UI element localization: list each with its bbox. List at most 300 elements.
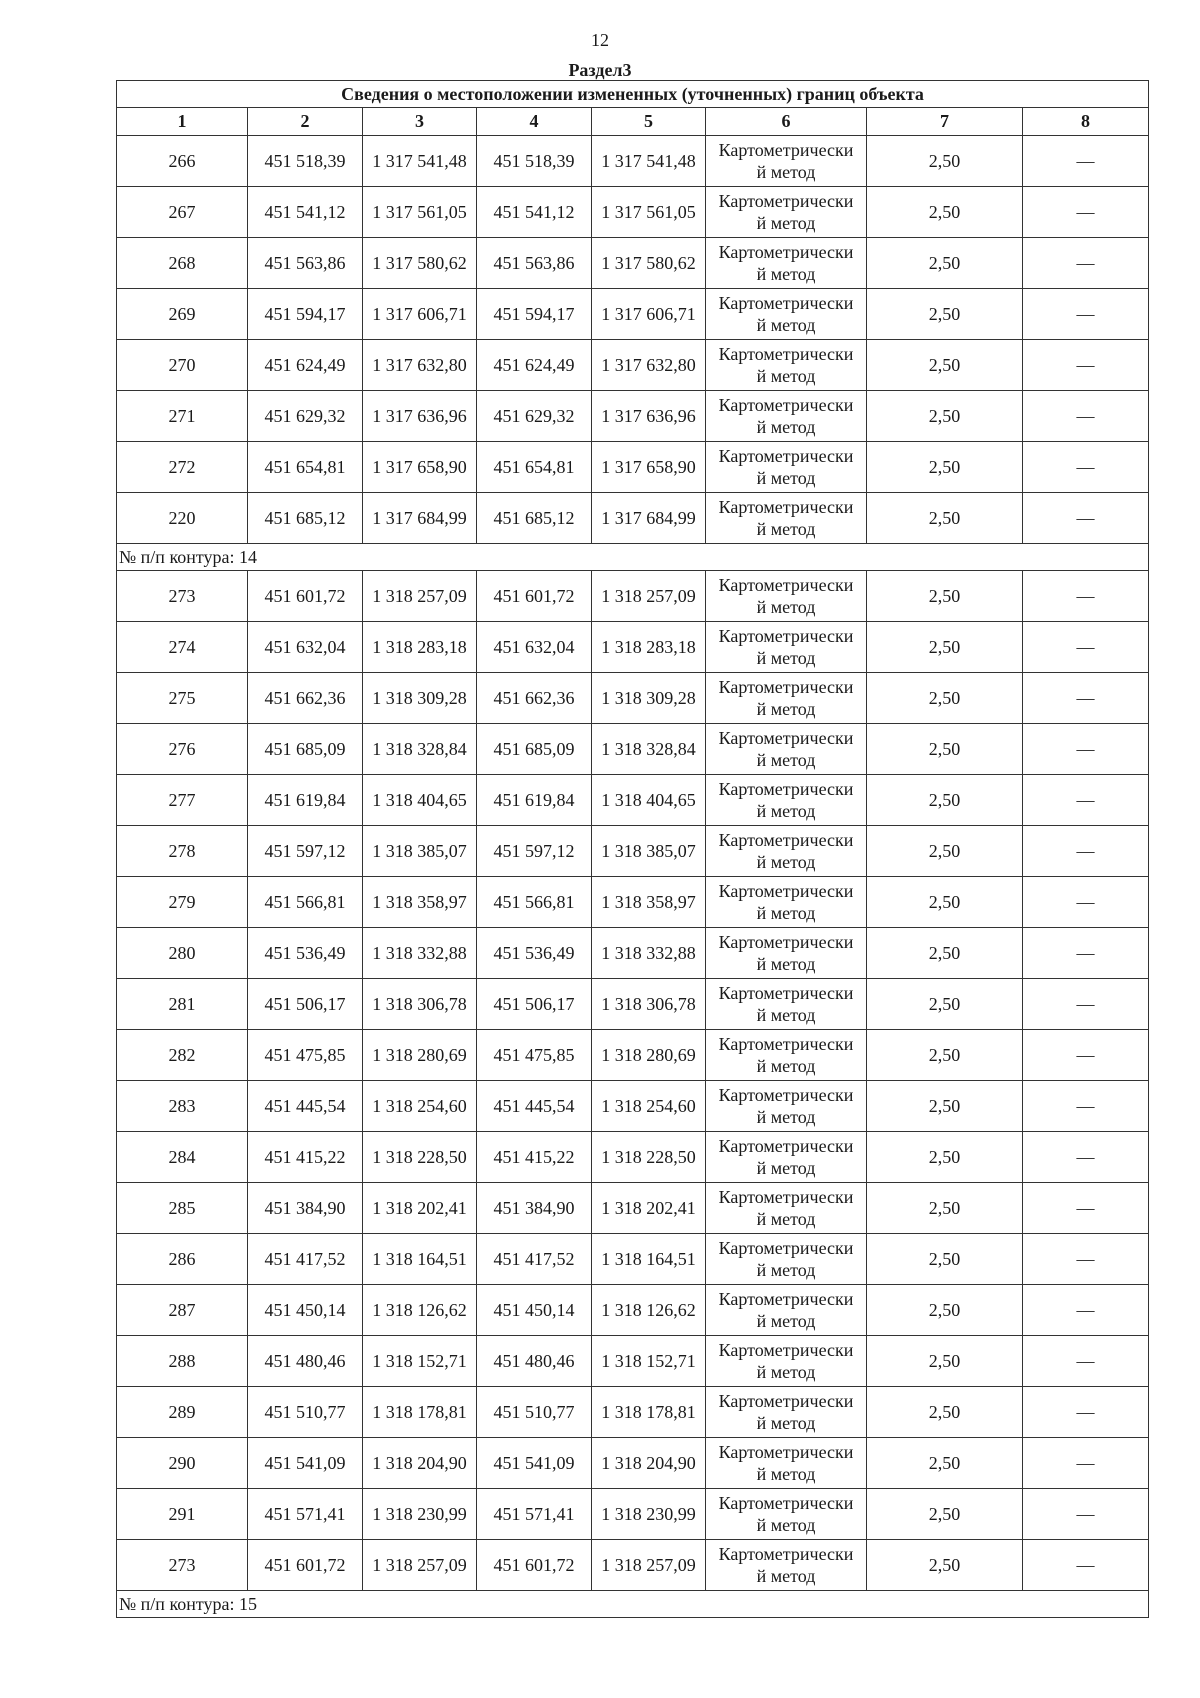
note-cell: —: [1023, 1234, 1149, 1285]
accuracy-cell: 2,50: [867, 1438, 1023, 1489]
method-cell: [706, 1540, 867, 1591]
point-number-cell: 279: [117, 877, 248, 928]
point-number-cell: 286: [117, 1234, 248, 1285]
y-coordinate-cell: 1 317 658,90: [592, 442, 706, 493]
column-number: 7: [867, 108, 1023, 136]
point-number-cell: 282: [117, 1030, 248, 1081]
y-coordinate-cell: 1 318 254,60: [592, 1081, 706, 1132]
method-cell: [706, 979, 867, 1030]
y-coordinate-cell: 1 317 636,96: [363, 391, 477, 442]
y-coordinate-cell: 1 318 230,99: [363, 1489, 477, 1540]
y-coordinate-cell: 1 318 202,41: [363, 1183, 477, 1234]
x-coordinate-cell: 451 475,85: [248, 1030, 363, 1081]
method-text: Картометрически: [718, 779, 854, 799]
y-coordinate-cell: 1 318 228,50: [592, 1132, 706, 1183]
note-cell: —: [1023, 724, 1149, 775]
method-cell: [706, 1234, 867, 1285]
method-text: й метод: [756, 468, 816, 488]
accuracy-cell: 2,50: [867, 1081, 1023, 1132]
boundary-coordinates-table: [116, 80, 1149, 1618]
table-row: [117, 1489, 1149, 1540]
method-cell: [706, 493, 867, 544]
column-number: 1: [117, 108, 248, 136]
y-coordinate-cell: 1 317 606,71: [592, 289, 706, 340]
x-coordinate-cell: 451 510,77: [248, 1387, 363, 1438]
table-row: [117, 877, 1149, 928]
method-text: й метод: [756, 1311, 816, 1331]
y-coordinate-cell: 1 318 152,71: [363, 1336, 477, 1387]
table-row: [117, 1030, 1149, 1081]
method-cell: [706, 1387, 867, 1438]
method-cell: [706, 1336, 867, 1387]
note-cell: —: [1023, 622, 1149, 673]
note-cell: —: [1023, 826, 1149, 877]
method-cell: [706, 289, 867, 340]
note-cell: —: [1023, 187, 1149, 238]
note-cell: —: [1023, 1285, 1149, 1336]
method-text: й метод: [756, 1056, 816, 1076]
x-coordinate-cell: 451 662,36: [248, 673, 363, 724]
y-coordinate-cell: 1 318 126,62: [363, 1285, 477, 1336]
y-coordinate-cell: 1 318 254,60: [363, 1081, 477, 1132]
note-cell: —: [1023, 877, 1149, 928]
method-text: Картометрически: [718, 677, 854, 697]
table-row: [117, 571, 1149, 622]
method-text: Картометрически: [718, 395, 854, 415]
page-number: 12: [591, 30, 609, 50]
method-text: й метод: [756, 1209, 816, 1229]
contour-label: № п/п контура: 15: [117, 1591, 1149, 1618]
x-coordinate-cell: 451 594,17: [248, 289, 363, 340]
note-cell: —: [1023, 673, 1149, 724]
method-cell: [706, 724, 867, 775]
x-coordinate-cell: 451 536,49: [477, 928, 592, 979]
note-cell: —: [1023, 928, 1149, 979]
method-text: й метод: [756, 954, 816, 974]
table-row: [117, 1132, 1149, 1183]
accuracy-cell: 2,50: [867, 289, 1023, 340]
accuracy-cell: 2,50: [867, 391, 1023, 442]
y-coordinate-cell: 1 318 178,81: [363, 1387, 477, 1438]
accuracy-cell: 2,50: [867, 493, 1023, 544]
method-cell: [706, 340, 867, 391]
method-text: й метод: [756, 801, 816, 821]
method-cell: [706, 1285, 867, 1336]
accuracy-cell: 2,50: [867, 1030, 1023, 1081]
x-coordinate-cell: 451 445,54: [477, 1081, 592, 1132]
method-text: Картометрически: [718, 1391, 854, 1411]
x-coordinate-cell: 451 571,41: [248, 1489, 363, 1540]
x-coordinate-cell: 451 563,86: [477, 238, 592, 289]
y-coordinate-cell: 1 318 404,65: [592, 775, 706, 826]
note-cell: —: [1023, 289, 1149, 340]
method-cell: [706, 391, 867, 442]
contour-label: № п/п контура: 14: [117, 544, 1149, 571]
note-cell: —: [1023, 979, 1149, 1030]
x-coordinate-cell: 451 541,09: [248, 1438, 363, 1489]
accuracy-cell: 2,50: [867, 1183, 1023, 1234]
table-row: [117, 928, 1149, 979]
x-coordinate-cell: 451 662,36: [477, 673, 592, 724]
table-row: [117, 289, 1149, 340]
x-coordinate-cell: 451 518,39: [477, 136, 592, 187]
method-text: й метод: [756, 1515, 816, 1535]
column-number: 6: [706, 108, 867, 136]
method-text: Картометрически: [718, 497, 854, 517]
point-number-cell: 283: [117, 1081, 248, 1132]
method-text: й метод: [756, 1566, 816, 1586]
method-text: й метод: [756, 1260, 816, 1280]
note-cell: —: [1023, 1132, 1149, 1183]
table-row: [117, 238, 1149, 289]
x-coordinate-cell: 451 597,12: [248, 826, 363, 877]
method-text: Картометрически: [718, 575, 854, 595]
y-coordinate-cell: 1 318 306,78: [592, 979, 706, 1030]
method-cell: [706, 571, 867, 622]
y-coordinate-cell: 1 318 332,88: [363, 928, 477, 979]
method-text: Картометрически: [718, 626, 854, 646]
x-coordinate-cell: 451 594,17: [477, 289, 592, 340]
x-coordinate-cell: 451 563,86: [248, 238, 363, 289]
x-coordinate-cell: 451 597,12: [477, 826, 592, 877]
table-row: [117, 1285, 1149, 1336]
x-coordinate-cell: 451 417,52: [477, 1234, 592, 1285]
x-coordinate-cell: 451 632,04: [477, 622, 592, 673]
accuracy-cell: 2,50: [867, 1489, 1023, 1540]
note-cell: —: [1023, 1030, 1149, 1081]
method-text: Картометрически: [718, 1085, 854, 1105]
method-text: й метод: [756, 597, 816, 617]
accuracy-cell: 2,50: [867, 1336, 1023, 1387]
method-cell: [706, 442, 867, 493]
method-cell: [706, 928, 867, 979]
method-text: Картометрически: [718, 728, 854, 748]
x-coordinate-cell: 451 480,46: [477, 1336, 592, 1387]
method-text: Картометрически: [718, 1136, 854, 1156]
y-coordinate-cell: 1 318 283,18: [363, 622, 477, 673]
y-coordinate-cell: 1 317 561,05: [592, 187, 706, 238]
x-coordinate-cell: 451 629,32: [477, 391, 592, 442]
method-text: Картометрически: [718, 932, 854, 952]
point-number-cell: 273: [117, 571, 248, 622]
method-text: Картометрически: [718, 446, 854, 466]
y-coordinate-cell: 1 317 606,71: [363, 289, 477, 340]
y-coordinate-cell: 1 318 280,69: [363, 1030, 477, 1081]
accuracy-cell: 2,50: [867, 1132, 1023, 1183]
point-number-cell: 273: [117, 1540, 248, 1591]
note-cell: —: [1023, 136, 1149, 187]
y-coordinate-cell: 1 318 328,84: [363, 724, 477, 775]
accuracy-cell: 2,50: [867, 979, 1023, 1030]
y-coordinate-cell: 1 318 126,62: [592, 1285, 706, 1336]
y-coordinate-cell: 1 317 580,62: [363, 238, 477, 289]
x-coordinate-cell: 451 601,72: [248, 1540, 363, 1591]
note-cell: —: [1023, 775, 1149, 826]
accuracy-cell: 2,50: [867, 1540, 1023, 1591]
method-text: й метод: [756, 1413, 816, 1433]
table-row: [117, 1234, 1149, 1285]
point-number-cell: 276: [117, 724, 248, 775]
x-coordinate-cell: 451 475,85: [477, 1030, 592, 1081]
y-coordinate-cell: 1 318 404,65: [363, 775, 477, 826]
method-text: й метод: [756, 162, 816, 182]
y-coordinate-cell: 1 317 636,96: [592, 391, 706, 442]
point-number-cell: 290: [117, 1438, 248, 1489]
section-title: Раздел3: [568, 60, 632, 80]
x-coordinate-cell: 451 541,12: [248, 187, 363, 238]
x-coordinate-cell: 451 685,09: [248, 724, 363, 775]
y-coordinate-cell: 1 318 257,09: [592, 571, 706, 622]
method-text: й метод: [756, 750, 816, 770]
y-coordinate-cell: 1 318 204,90: [363, 1438, 477, 1489]
table-row: [117, 1387, 1149, 1438]
point-number-cell: 277: [117, 775, 248, 826]
table-row: [117, 775, 1149, 826]
table-row: [117, 442, 1149, 493]
x-coordinate-cell: 451 619,84: [477, 775, 592, 826]
x-coordinate-cell: 451 601,72: [477, 1540, 592, 1591]
x-coordinate-cell: 451 632,04: [248, 622, 363, 673]
method-cell: [706, 1489, 867, 1540]
method-cell: [706, 1081, 867, 1132]
column-number: 8: [1023, 108, 1149, 136]
x-coordinate-cell: 451 619,84: [248, 775, 363, 826]
point-number-cell: 275: [117, 673, 248, 724]
note-cell: —: [1023, 493, 1149, 544]
y-coordinate-cell: 1 318 164,51: [592, 1234, 706, 1285]
method-cell: [706, 775, 867, 826]
method-text: Картометрически: [718, 1493, 854, 1513]
x-coordinate-cell: 451 685,12: [477, 493, 592, 544]
method-text: Картометрически: [718, 1544, 854, 1564]
y-coordinate-cell: 1 318 358,97: [363, 877, 477, 928]
accuracy-cell: 2,50: [867, 442, 1023, 493]
y-coordinate-cell: 1 317 684,99: [363, 493, 477, 544]
accuracy-cell: 2,50: [867, 187, 1023, 238]
table-row: [117, 979, 1149, 1030]
x-coordinate-cell: 451 685,12: [248, 493, 363, 544]
x-coordinate-cell: 451 415,22: [248, 1132, 363, 1183]
x-coordinate-cell: 451 450,14: [248, 1285, 363, 1336]
table-row: [117, 1081, 1149, 1132]
y-coordinate-cell: 1 318 257,09: [363, 1540, 477, 1591]
method-text: й метод: [756, 1158, 816, 1178]
method-text: й метод: [756, 1362, 816, 1382]
x-coordinate-cell: 451 624,49: [248, 340, 363, 391]
x-coordinate-cell: 451 629,32: [248, 391, 363, 442]
y-coordinate-cell: 1 318 358,97: [592, 877, 706, 928]
y-coordinate-cell: 1 318 230,99: [592, 1489, 706, 1540]
point-number-cell: 272: [117, 442, 248, 493]
y-coordinate-cell: 1 318 332,88: [592, 928, 706, 979]
x-coordinate-cell: 451 601,72: [248, 571, 363, 622]
accuracy-cell: 2,50: [867, 724, 1023, 775]
point-number-cell: 268: [117, 238, 248, 289]
method-text: й метод: [756, 417, 816, 437]
x-coordinate-cell: 451 384,90: [477, 1183, 592, 1234]
y-coordinate-cell: 1 317 541,48: [363, 136, 477, 187]
table-row: [117, 136, 1149, 187]
method-text: Картометрически: [718, 983, 854, 1003]
table-row: [117, 493, 1149, 544]
note-cell: —: [1023, 340, 1149, 391]
x-coordinate-cell: 451 566,81: [248, 877, 363, 928]
method-text: Картометрически: [718, 1187, 854, 1207]
accuracy-cell: 2,50: [867, 928, 1023, 979]
point-number-cell: 269: [117, 289, 248, 340]
accuracy-cell: 2,50: [867, 1234, 1023, 1285]
x-coordinate-cell: 451 566,81: [477, 877, 592, 928]
note-cell: —: [1023, 1438, 1149, 1489]
point-number-cell: 267: [117, 187, 248, 238]
x-coordinate-cell: 451 518,39: [248, 136, 363, 187]
method-text: Картометрически: [718, 344, 854, 364]
note-cell: —: [1023, 442, 1149, 493]
y-coordinate-cell: 1 317 684,99: [592, 493, 706, 544]
point-number-cell: 287: [117, 1285, 248, 1336]
accuracy-cell: 2,50: [867, 340, 1023, 391]
table-row: [117, 1183, 1149, 1234]
note-cell: —: [1023, 1183, 1149, 1234]
method-text: й метод: [756, 852, 816, 872]
method-text: Картометрически: [718, 1442, 854, 1462]
x-coordinate-cell: 451 417,52: [248, 1234, 363, 1285]
method-cell: [706, 673, 867, 724]
x-coordinate-cell: 451 571,41: [477, 1489, 592, 1540]
method-text: й метод: [756, 264, 816, 284]
point-number-cell: 220: [117, 493, 248, 544]
x-coordinate-cell: 451 445,54: [248, 1081, 363, 1132]
accuracy-cell: 2,50: [867, 571, 1023, 622]
column-number: 5: [592, 108, 706, 136]
table-row: [117, 724, 1149, 775]
accuracy-cell: 2,50: [867, 877, 1023, 928]
method-text: Картометрически: [718, 242, 854, 262]
method-text: й метод: [756, 213, 816, 233]
table-caption: Сведения о местоположении измененных (уточненных) границ объекта: [117, 81, 1149, 108]
table-row: [117, 187, 1149, 238]
x-coordinate-cell: 451 654,81: [248, 442, 363, 493]
y-coordinate-cell: 1 318 257,09: [592, 1540, 706, 1591]
x-coordinate-cell: 451 541,12: [477, 187, 592, 238]
method-text: й метод: [756, 1464, 816, 1484]
y-coordinate-cell: 1 318 328,84: [592, 724, 706, 775]
y-coordinate-cell: 1 318 385,07: [592, 826, 706, 877]
accuracy-cell: 2,50: [867, 1285, 1023, 1336]
x-coordinate-cell: 451 415,22: [477, 1132, 592, 1183]
note-cell: —: [1023, 1336, 1149, 1387]
y-coordinate-cell: 1 317 561,05: [363, 187, 477, 238]
method-cell: [706, 1132, 867, 1183]
point-number-cell: 288: [117, 1336, 248, 1387]
table-row: [117, 340, 1149, 391]
y-coordinate-cell: 1 318 204,90: [592, 1438, 706, 1489]
x-coordinate-cell: 451 506,17: [477, 979, 592, 1030]
accuracy-cell: 2,50: [867, 238, 1023, 289]
note-cell: —: [1023, 1081, 1149, 1132]
method-text: Картометрически: [718, 830, 854, 850]
x-coordinate-cell: 451 480,46: [248, 1336, 363, 1387]
method-cell: [706, 136, 867, 187]
y-coordinate-cell: 1 318 309,28: [363, 673, 477, 724]
method-cell: [706, 187, 867, 238]
y-coordinate-cell: 1 318 280,69: [592, 1030, 706, 1081]
x-coordinate-cell: 451 536,49: [248, 928, 363, 979]
y-coordinate-cell: 1 318 257,09: [363, 571, 477, 622]
note-cell: —: [1023, 1489, 1149, 1540]
table-row: [117, 622, 1149, 673]
point-number-cell: 285: [117, 1183, 248, 1234]
y-coordinate-cell: 1 318 164,51: [363, 1234, 477, 1285]
x-coordinate-cell: 451 450,14: [477, 1285, 592, 1336]
point-number-cell: 289: [117, 1387, 248, 1438]
table-body: [117, 136, 1149, 1618]
y-coordinate-cell: 1 318 228,50: [363, 1132, 477, 1183]
x-coordinate-cell: 451 601,72: [477, 571, 592, 622]
accuracy-cell: 2,50: [867, 826, 1023, 877]
column-number-row: [117, 108, 1149, 136]
table-row: [117, 1336, 1149, 1387]
point-number-cell: 281: [117, 979, 248, 1030]
x-coordinate-cell: 451 510,77: [477, 1387, 592, 1438]
column-number: 3: [363, 108, 477, 136]
method-text: Картометрически: [718, 1034, 854, 1054]
method-text: Картометрически: [718, 293, 854, 313]
method-text: Картометрически: [718, 1340, 854, 1360]
table-row: [117, 826, 1149, 877]
method-cell: [706, 826, 867, 877]
x-coordinate-cell: 451 541,09: [477, 1438, 592, 1489]
method-text: й метод: [756, 1107, 816, 1127]
point-number-cell: 271: [117, 391, 248, 442]
table-row: [117, 673, 1149, 724]
note-cell: —: [1023, 238, 1149, 289]
note-cell: —: [1023, 1387, 1149, 1438]
column-number: 4: [477, 108, 592, 136]
accuracy-cell: 2,50: [867, 1387, 1023, 1438]
column-number: 2: [248, 108, 363, 136]
point-number-cell: 270: [117, 340, 248, 391]
point-number-cell: 266: [117, 136, 248, 187]
y-coordinate-cell: 1 317 632,80: [363, 340, 477, 391]
point-number-cell: 274: [117, 622, 248, 673]
point-number-cell: 284: [117, 1132, 248, 1183]
y-coordinate-cell: 1 318 152,71: [592, 1336, 706, 1387]
method-cell: [706, 1030, 867, 1081]
method-text: й метод: [756, 903, 816, 923]
x-coordinate-cell: 451 624,49: [477, 340, 592, 391]
table-row: [117, 1438, 1149, 1489]
x-coordinate-cell: 451 506,17: [248, 979, 363, 1030]
method-text: Картометрически: [718, 140, 854, 160]
y-coordinate-cell: 1 317 580,62: [592, 238, 706, 289]
point-number-cell: 280: [117, 928, 248, 979]
accuracy-cell: 2,50: [867, 673, 1023, 724]
note-cell: —: [1023, 391, 1149, 442]
x-coordinate-cell: 451 685,09: [477, 724, 592, 775]
method-cell: [706, 877, 867, 928]
x-coordinate-cell: 451 384,90: [248, 1183, 363, 1234]
point-number-cell: 278: [117, 826, 248, 877]
y-coordinate-cell: 1 317 632,80: [592, 340, 706, 391]
y-coordinate-cell: 1 317 658,90: [363, 442, 477, 493]
y-coordinate-cell: 1 318 385,07: [363, 826, 477, 877]
y-coordinate-cell: 1 318 283,18: [592, 622, 706, 673]
accuracy-cell: 2,50: [867, 136, 1023, 187]
method-cell: [706, 622, 867, 673]
method-text: й метод: [756, 366, 816, 386]
y-coordinate-cell: 1 318 178,81: [592, 1387, 706, 1438]
